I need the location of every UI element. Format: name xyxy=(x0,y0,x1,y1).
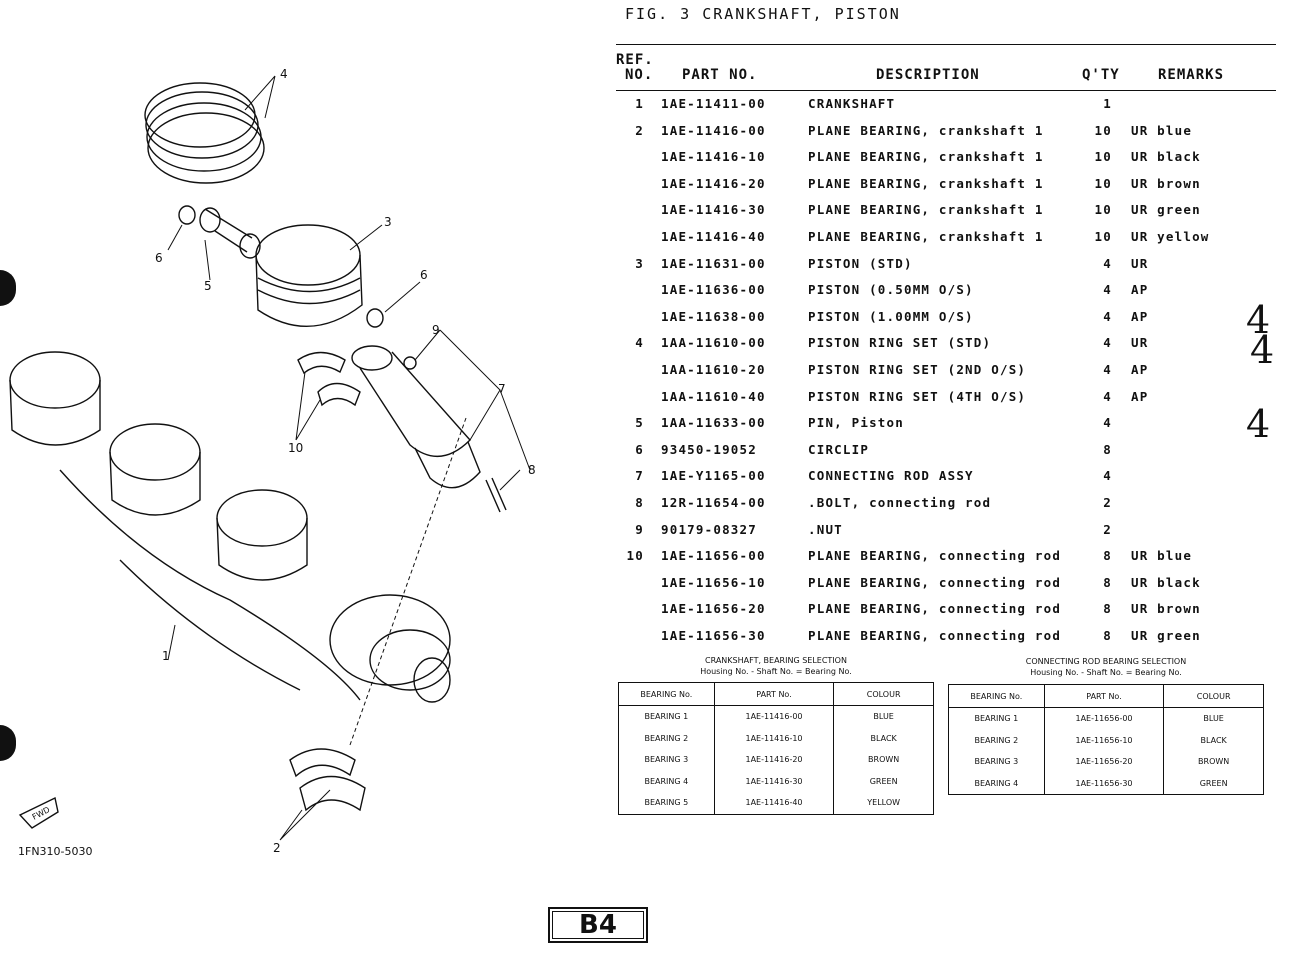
rule-header xyxy=(616,90,1276,91)
table-cell: 1AE-11416-00 xyxy=(714,706,834,728)
part-remarks: UR blue xyxy=(1131,548,1193,564)
header-no: NO. xyxy=(625,67,654,83)
part-qty: 4 xyxy=(1103,388,1112,404)
part-remarks: AP xyxy=(1131,388,1149,404)
callout-5: 5 xyxy=(204,279,212,293)
part-description: PLANE BEARING, connecting rod xyxy=(808,574,1062,590)
part-ref: 3 xyxy=(635,255,644,271)
part-ref: 9 xyxy=(635,521,644,537)
circlip-illustration-left xyxy=(179,206,195,224)
header-description: DESCRIPTION xyxy=(876,67,980,83)
connecting-rod-illustration xyxy=(352,346,480,488)
part-description: PLANE BEARING, connecting rod xyxy=(808,601,1062,617)
part-row xyxy=(616,386,1276,413)
part-number: 1AE-11416-10 xyxy=(661,149,766,165)
table-cell: 1AE-11656-30 xyxy=(1044,773,1164,795)
part-description: PLANE BEARING, crankshaft 1 xyxy=(808,228,1044,244)
table-cell: 1AE-11656-10 xyxy=(1044,730,1164,752)
part-remarks: UR brown xyxy=(1131,601,1201,617)
part-remarks: AP xyxy=(1131,282,1149,298)
fwd-label: FWD xyxy=(30,805,52,822)
part-row xyxy=(616,625,1276,652)
part-qty: 8 xyxy=(1103,441,1112,457)
part-description: .BOLT, connecting rod xyxy=(808,494,992,510)
part-description: PIN, Piston xyxy=(808,415,904,431)
part-number: 1AE-11631-00 xyxy=(661,255,766,271)
part-remarks: UR black xyxy=(1131,149,1201,165)
callout-7: 7 xyxy=(498,382,506,396)
handwritten-mark: 4 xyxy=(1246,402,1271,446)
table-cell: BEARING 2 xyxy=(619,728,715,750)
part-number: 1AA-11610-20 xyxy=(661,361,766,377)
handwritten-mark: 4 xyxy=(1250,328,1275,372)
part-qty: 10 xyxy=(1094,149,1112,165)
part-remarks: UR green xyxy=(1131,202,1201,218)
part-ref: 5 xyxy=(635,415,644,431)
table-row xyxy=(619,792,934,814)
part-qty: 2 xyxy=(1103,494,1112,510)
part-remarks: UR brown xyxy=(1131,175,1201,191)
part-description: PISTON RING SET (4TH O/S) xyxy=(808,388,1027,404)
callout-3: 3 xyxy=(384,215,392,229)
table-cell: 1AE-11656-20 xyxy=(1044,751,1164,773)
table-cell: 1AE-11416-20 xyxy=(714,749,834,771)
part-row xyxy=(616,279,1276,306)
part-qty: 4 xyxy=(1103,335,1112,351)
part-number: 1AE-11656-20 xyxy=(661,601,766,617)
table-row xyxy=(949,708,1264,730)
table-row xyxy=(619,749,934,771)
callout-1: 1 xyxy=(162,649,170,663)
rod-bolt-illustration xyxy=(486,478,506,512)
rod-selection-title xyxy=(948,656,1264,678)
part-ref: 8 xyxy=(635,494,644,510)
part-qty: 10 xyxy=(1094,122,1112,138)
main-bearing-illustration xyxy=(290,749,365,810)
crank-selection-heading: CRANKSHAFT, BEARING SELECTION xyxy=(705,656,847,665)
table-cell: BLACK xyxy=(1164,730,1264,752)
table-cell: BROWN xyxy=(1164,751,1264,773)
part-ref: 2 xyxy=(635,122,644,138)
rod-selection-table xyxy=(948,684,1264,795)
part-remarks: AP xyxy=(1131,361,1149,377)
table-cell: BLUE xyxy=(1164,708,1264,730)
part-description: CONNECTING ROD ASSY xyxy=(808,468,974,484)
part-row xyxy=(616,545,1276,572)
table-cell: GREEN xyxy=(834,771,934,793)
part-number: 1AE-Y1165-00 xyxy=(661,468,766,484)
part-qty: 8 xyxy=(1103,574,1112,590)
part-description: .NUT xyxy=(808,521,843,537)
part-number: 1AA-11633-00 xyxy=(661,415,766,431)
part-number: 1AE-11636-00 xyxy=(661,282,766,298)
table-cell: BEARING 1 xyxy=(949,708,1045,730)
part-description: PISTON (1.00MM O/S) xyxy=(808,308,974,324)
part-description: PLANE BEARING, connecting rod xyxy=(808,548,1062,564)
part-number: 12R-11654-00 xyxy=(661,494,766,510)
handwritten-mark: 4 xyxy=(1246,298,1271,342)
part-row xyxy=(616,146,1276,173)
part-qty: 8 xyxy=(1103,548,1112,564)
table-row xyxy=(619,728,934,750)
table-cell: BEARING 4 xyxy=(619,771,715,793)
header-qty: Q'TY xyxy=(1082,67,1120,83)
part-row xyxy=(616,439,1276,466)
part-description: PLANE BEARING, crankshaft 1 xyxy=(808,149,1044,165)
table-row xyxy=(949,730,1264,752)
table-cell: BEARING 4 xyxy=(949,773,1045,795)
crank-selection-title xyxy=(618,655,934,677)
parts-list xyxy=(616,93,1276,651)
part-number: 1AE-11416-00 xyxy=(661,122,766,138)
part-remarks: UR xyxy=(1131,255,1149,271)
table-cell: 1AE-11416-10 xyxy=(714,728,834,750)
part-row xyxy=(616,199,1276,226)
part-remarks: UR green xyxy=(1131,627,1201,643)
column-header: BEARING No. xyxy=(619,683,715,706)
table-cell: BEARING 5 xyxy=(619,792,715,814)
part-row xyxy=(616,359,1276,386)
part-row xyxy=(616,120,1276,147)
part-qty: 10 xyxy=(1094,228,1112,244)
part-row xyxy=(616,598,1276,625)
column-header: PART No. xyxy=(714,683,834,706)
table-row xyxy=(619,771,934,793)
part-qty: 10 xyxy=(1094,175,1112,191)
crank-selection-formula: Housing No. - Shaft No. = Bearing No. xyxy=(700,667,852,676)
crank-selection-table xyxy=(618,682,934,815)
part-qty: 2 xyxy=(1103,521,1112,537)
piston-rings-illustration xyxy=(145,83,264,183)
rod-bearing-illustration xyxy=(298,353,360,406)
callout-8: 8 xyxy=(528,463,536,477)
part-number: 1AE-11416-30 xyxy=(661,202,766,218)
part-row xyxy=(616,572,1276,599)
part-number: 1AE-11416-40 xyxy=(661,228,766,244)
rod-selection-formula: Housing No. - Shaft No. = Bearing No. xyxy=(1030,668,1182,677)
part-row xyxy=(616,412,1276,439)
table-cell: BROWN xyxy=(834,749,934,771)
part-qty: 4 xyxy=(1103,415,1112,431)
part-qty: 8 xyxy=(1103,601,1112,617)
part-remarks: AP xyxy=(1131,308,1149,324)
part-row xyxy=(616,306,1276,333)
header-ref: REF. xyxy=(616,52,654,68)
table-cell: 1AE-11416-40 xyxy=(714,792,834,814)
part-description: PISTON (0.50MM O/S) xyxy=(808,282,974,298)
part-row xyxy=(616,93,1276,120)
part-row xyxy=(616,173,1276,200)
part-description: PLANE BEARING, crankshaft 1 xyxy=(808,175,1044,191)
part-description: PISTON RING SET (2ND O/S) xyxy=(808,361,1027,377)
table-row xyxy=(619,706,934,728)
column-header: PART No. xyxy=(1044,685,1164,708)
piston-illustration xyxy=(256,225,362,326)
callout-2: 2 xyxy=(273,841,281,855)
column-header: COLOUR xyxy=(1164,685,1264,708)
page-label: B4 xyxy=(548,907,648,943)
part-qty: 1 xyxy=(1103,96,1112,111)
piston-pin-illustration xyxy=(200,208,260,258)
part-description: CIRCLIP xyxy=(808,441,870,457)
part-qty: 4 xyxy=(1103,282,1112,298)
table-cell: BEARING 1 xyxy=(619,706,715,728)
part-number: 90179-08327 xyxy=(661,521,757,537)
table-cell: GREEN xyxy=(1164,773,1264,795)
part-number: 1AE-11656-10 xyxy=(661,574,766,590)
table-header-row xyxy=(949,685,1264,708)
header-part-no: PART NO. xyxy=(682,67,758,83)
callout-6: 6 xyxy=(420,268,428,282)
part-row xyxy=(616,492,1276,519)
part-remarks: UR xyxy=(1131,335,1149,351)
column-header: COLOUR xyxy=(834,683,934,706)
circlip-illustration-right xyxy=(367,309,383,327)
part-number: 1AE-11656-30 xyxy=(661,627,766,643)
part-qty: 4 xyxy=(1103,468,1112,484)
table-cell: BLUE xyxy=(834,706,934,728)
part-ref: 4 xyxy=(635,335,644,351)
callout-9: 9 xyxy=(432,323,440,337)
part-number: 1AE-11638-00 xyxy=(661,308,766,324)
part-number: 1AE-11656-00 xyxy=(661,548,766,564)
part-number: 1AE-11411-00 xyxy=(661,96,766,111)
part-ref: 6 xyxy=(635,441,644,457)
rule-top xyxy=(616,44,1276,45)
part-number: 1AE-11416-20 xyxy=(661,175,766,191)
part-number: 1AA-11610-40 xyxy=(661,388,766,404)
part-description: PISTON (STD) xyxy=(808,255,913,271)
header-remarks: REMARKS xyxy=(1158,67,1225,83)
table-cell: BLACK xyxy=(834,728,934,750)
table-header-row xyxy=(619,683,934,706)
table-cell: 1AE-11656-00 xyxy=(1044,708,1164,730)
part-description: PISTON RING SET (STD) xyxy=(808,335,992,351)
table-cell: BEARING 3 xyxy=(949,751,1045,773)
part-qty: 8 xyxy=(1103,627,1112,643)
figure-title: FIG. 3 CRANKSHAFT, PISTON xyxy=(625,5,901,23)
part-row xyxy=(616,332,1276,359)
callout-6-left: 6 xyxy=(155,251,163,265)
diagram-code: 1FN310-5030 xyxy=(18,845,93,858)
part-row xyxy=(616,253,1276,280)
part-qty: 4 xyxy=(1103,361,1112,377)
part-remarks: UR blue xyxy=(1131,122,1193,138)
table-row xyxy=(949,751,1264,773)
part-number: 93450-19052 xyxy=(661,441,757,457)
callout-10: 10 xyxy=(288,441,304,455)
part-row xyxy=(616,519,1276,546)
part-ref: 10 xyxy=(626,548,644,564)
table-cell: BEARING 3 xyxy=(619,749,715,771)
part-description: PLANE BEARING, crankshaft 1 xyxy=(808,202,1044,218)
part-row xyxy=(616,226,1276,253)
rod-selection-heading: CONNECTING ROD BEARING SELECTION xyxy=(1025,657,1187,666)
part-remarks: UR yellow xyxy=(1131,228,1210,244)
column-header: BEARING No. xyxy=(949,685,1045,708)
part-remarks: UR black xyxy=(1131,574,1201,590)
exploded-parts-diagram xyxy=(0,0,600,880)
part-ref: 7 xyxy=(635,468,644,484)
part-qty: 4 xyxy=(1103,255,1112,271)
part-qty: 10 xyxy=(1094,202,1112,218)
part-ref: 1 xyxy=(635,96,644,111)
part-row xyxy=(616,465,1276,492)
table-cell: YELLOW xyxy=(834,792,934,814)
part-description: PLANE BEARING, crankshaft 1 xyxy=(808,122,1044,138)
part-qty: 4 xyxy=(1103,308,1112,324)
table-cell: BEARING 2 xyxy=(949,730,1045,752)
callout-4: 4 xyxy=(280,67,288,81)
table-cell: 1AE-11416-30 xyxy=(714,771,834,793)
part-description: CRANKSHAFT xyxy=(808,96,896,111)
part-description: PLANE BEARING, connecting rod xyxy=(808,627,1062,643)
part-number: 1AA-11610-00 xyxy=(661,335,766,351)
table-row xyxy=(949,773,1264,795)
